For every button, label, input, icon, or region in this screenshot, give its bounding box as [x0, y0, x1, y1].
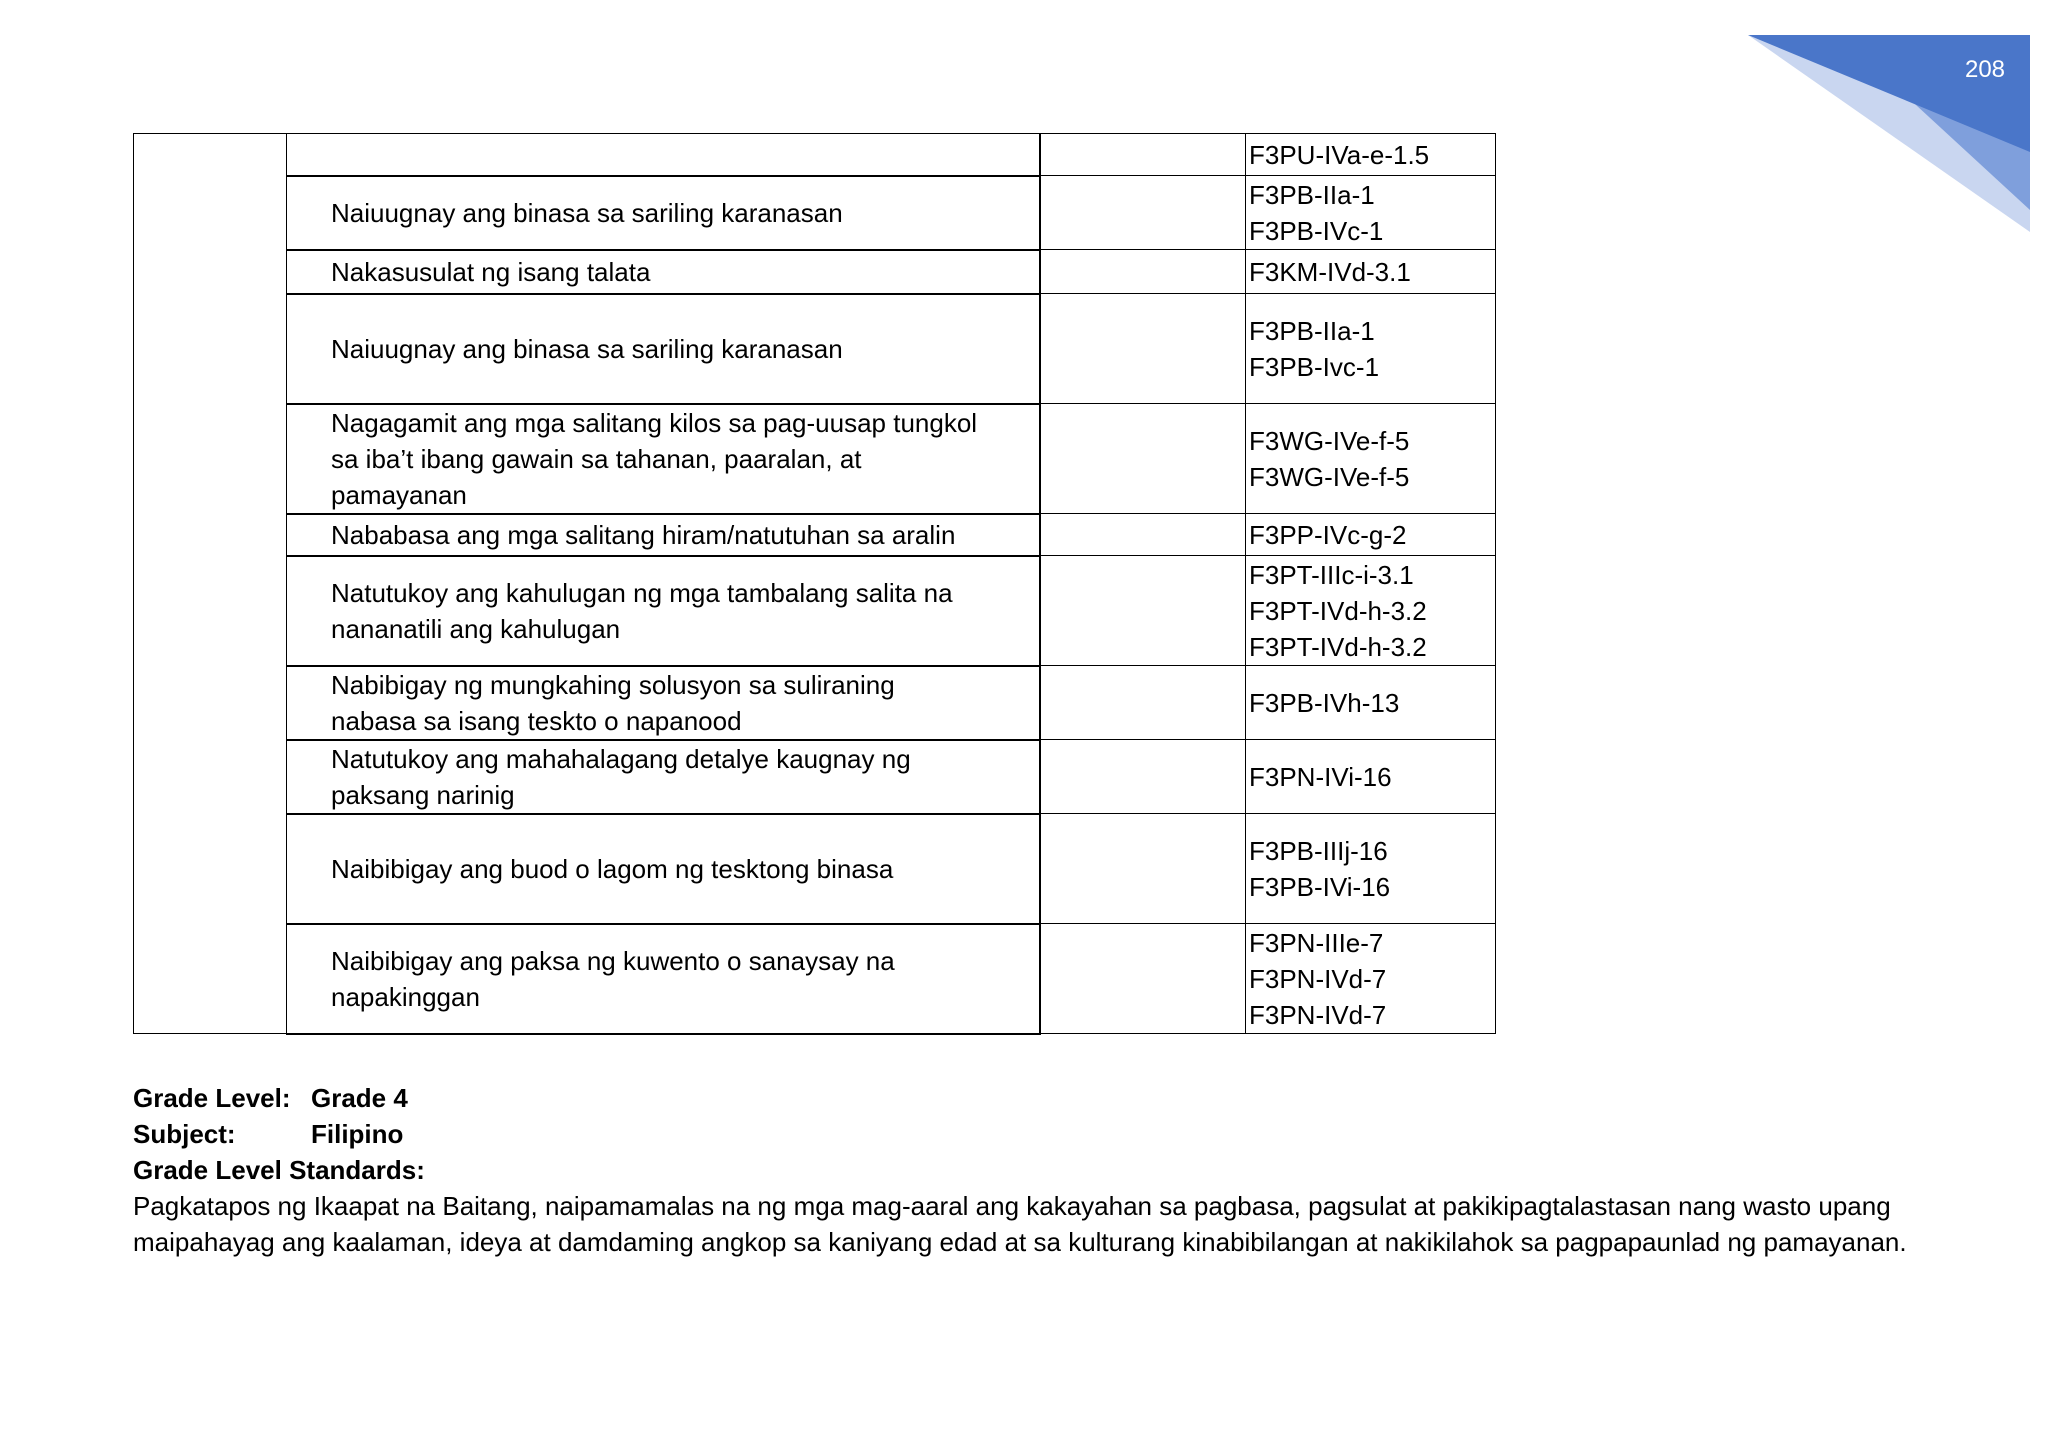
competency-cell: Naiuugnay ang binasa sa sariling karanasan — [287, 294, 1041, 404]
empty-cell — [1040, 250, 1246, 294]
table-row — [134, 814, 1496, 924]
competency-cell: Natutukoy ang kahulugan ng mga tambalang salita na nananatili ang kahulugan — [287, 556, 1041, 666]
subject-label: Subject: — [133, 1119, 236, 1149]
competency-cell: Nabibigay ng mungkahing solusyon sa suliraning nabasa sa isang teskto o napanood — [287, 666, 1041, 740]
code-cell: F3KM-IVd-3.1 — [1246, 250, 1496, 294]
subject-value: Filipino — [311, 1119, 404, 1149]
grade-level-row — [133, 1080, 1933, 1116]
grade-level-label: Grade Level: — [133, 1083, 291, 1113]
code-cell: F3PB-IIa-1 F3PB-IVc-1 — [1246, 176, 1496, 250]
merged-empty-cell — [134, 134, 287, 1034]
empty-cell — [1040, 134, 1246, 176]
empty-cell — [1040, 514, 1246, 556]
grade-info — [133, 1080, 1933, 1260]
empty-cell — [1040, 294, 1246, 404]
table-row — [134, 176, 1496, 250]
empty-cell — [1040, 814, 1246, 924]
empty-cell — [1040, 176, 1246, 250]
code-cell: F3PN-IVi-16 — [1246, 740, 1496, 814]
empty-cell — [1040, 666, 1246, 740]
code-cell: F3PN-IIIe-7 F3PN-IVd-7 F3PN-IVd-7 — [1246, 924, 1496, 1034]
code-cell: F3PU-IVa-e-1.5 — [1246, 134, 1496, 176]
empty-cell — [1040, 924, 1246, 1034]
empty-cell — [1040, 556, 1246, 666]
table-row — [134, 250, 1496, 294]
empty-cell — [1040, 404, 1246, 514]
competency-cell: Nababasa ang mga salitang hiram/natutuhan sa aralin — [287, 514, 1041, 556]
code-cell: F3PT-IIIc-i-3.1 F3PT-IVd-h-3.2 F3PT-IVd-h-3.2 — [1246, 556, 1496, 666]
table-row — [134, 134, 1496, 176]
competency-table — [133, 133, 1496, 1035]
grade-level-value: Grade 4 — [311, 1083, 408, 1113]
empty-cell — [1040, 740, 1246, 814]
standards-paragraph: Pagkatapos ng Ikaapat na Baitang, naipamamalas na ng mga mag-aaral ang kakayahan sa pagbasa, pagsulat at pakikipagtalastasan nang wasto upang maipahayag ang kaalaman, ideya at damdaming angkop sa kaniyang edad at sa kulturang kinabibilangan at nakikilahok sa pagpapaunlad ng pamayanan. — [133, 1191, 1907, 1257]
code-cell: F3PB-IVh-13 — [1246, 666, 1496, 740]
competency-cell: Naibibigay ang buod o lagom ng tesktong binasa — [287, 814, 1041, 924]
competency-cell: Naibibigay ang paksa ng kuwento o sanaysay na napakinggan — [287, 924, 1041, 1034]
code-cell: F3PB-IIIj-16 F3PB-IVi-16 — [1246, 814, 1496, 924]
table-row — [134, 404, 1496, 514]
code-cell: F3PP-IVc-g-2 — [1246, 514, 1496, 556]
table-row — [134, 666, 1496, 740]
page-number: 208 — [1964, 56, 2006, 83]
code-cell: F3PB-IIa-1 F3PB-Ivc-1 — [1246, 294, 1496, 404]
table-row — [134, 514, 1496, 556]
competency-cell: Nagagamit ang mga salitang kilos sa pag-uusap tungkol sa iba’t ibang gawain sa tahanan, paaralan, at pamayanan — [287, 404, 1041, 514]
code-cell: F3WG-IVe-f-5 F3WG-IVe-f-5 — [1246, 404, 1496, 514]
competency-cell — [287, 134, 1041, 176]
table-row — [134, 556, 1496, 666]
table-row — [134, 924, 1496, 1034]
table-row — [134, 740, 1496, 814]
competency-cell: Nakasusulat ng isang talata — [287, 250, 1041, 294]
competency-cell: Natutukoy ang mahahalagang detalye kaugnay ng paksang narinig — [287, 740, 1041, 814]
standards-heading: Grade Level Standards: — [133, 1155, 425, 1185]
competency-cell: Naiuugnay ang binasa sa sariling karanasan — [287, 176, 1041, 250]
subject-row — [133, 1116, 1933, 1152]
table-row — [134, 294, 1496, 404]
